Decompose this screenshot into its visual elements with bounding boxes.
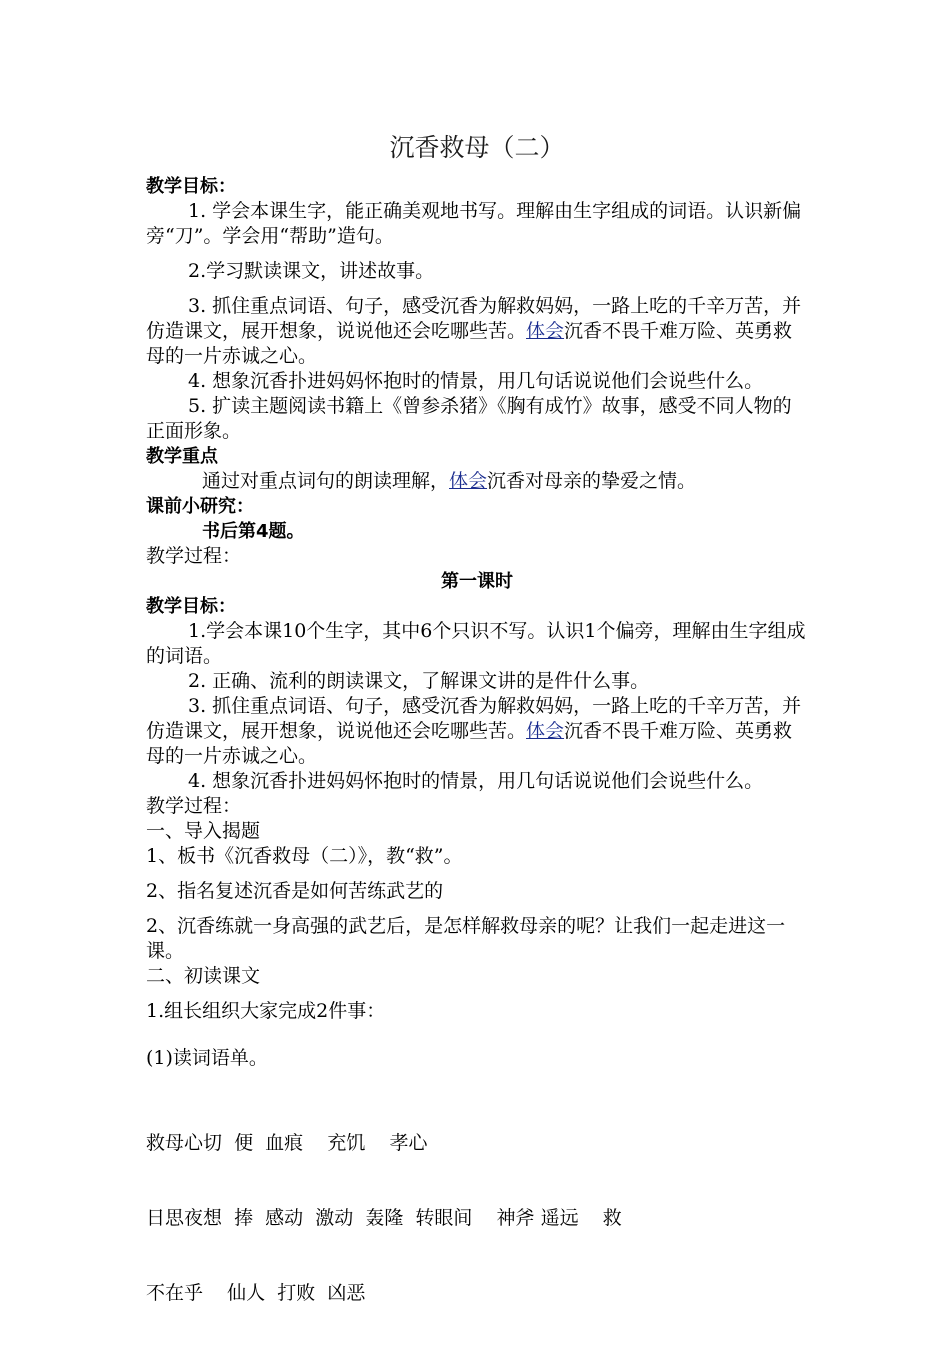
lesson-1-heading: 第一课时 (441, 571, 513, 592)
vocabulary-line: 日思夜想 捧 感动 激动 轰隆 转眼间 神斧 遥远 救 (146, 1207, 622, 1229)
goal-3-text-end: 沉香不畏千难万险、英勇救母的一片赤诚之心。 (146, 320, 793, 367)
goal-1: 1. 学会本课生字，能正确美观地书写。理解由生字组成的词语。认识新偏旁“刀”。学会用“帮助”造句。 (146, 200, 802, 247)
section-2-heading: 二、初读课文 (146, 965, 261, 987)
lesson-1-goal-4: 4. 想象沉香扑进妈妈怀抱时的情景，用几句话说说他们会说些什么。 (188, 770, 764, 792)
goal-4: 4. 想象沉香扑进妈妈怀抱时的情景，用几句话说说他们会说些什么。 (188, 370, 764, 392)
lesson-1-goal-3 (146, 694, 808, 769)
document-page (146, 128, 808, 1356)
lesson-1-goal-3-text-end: 沉香不畏千难万险、英勇救母的一片赤诚之心。 (146, 720, 793, 767)
step-1: 1、板书《沉香救母（二）》，教“救”。 (146, 845, 463, 867)
focus-heading: 教学重点 (146, 446, 218, 467)
focus-text-end: 沉香对母亲的挚爱之情。 (487, 470, 697, 492)
lesson-1-goal-1: 1.学会本课10个生字，其中6个只识不写。认识1个偏旁，理解由生字组成的词语。 (146, 620, 806, 667)
step-3: 2、沉香练就一身高强的武艺后，是怎样解救母亲的呢？让我们一起走进这一课。 (146, 915, 786, 962)
process-label: 教学过程： (146, 545, 242, 567)
step-2: 2、指名复述沉香是如何苦练武艺的 (146, 880, 444, 902)
lesson-1-goal-3-term-link[interactable]: 体会 (526, 720, 565, 742)
goals-heading: 教学目标： (146, 176, 236, 197)
goal-2: 2.学习默读课文，讲述故事。 (188, 260, 435, 282)
vocabulary-line: 救母心切 便 血痕 充饥 孝心 (146, 1132, 428, 1154)
research-heading: 课前小研究： (146, 496, 254, 517)
goal-3-text: 3. 抓住重点词语、句子，感受沉香为解救妈妈，一路上吃的千辛万苦，并仿造课文，展开想象，说说他还会吃哪些苦。 (146, 295, 802, 342)
lesson-1-goal-3-text: 3. 抓住重点词语、句子，感受沉香为解救妈妈，一路上吃的千辛万苦，并仿造课文，展开想象，说说他还会吃哪些苦。 (146, 695, 802, 742)
task-line: 1.组长组织大家完成2件事： (146, 1000, 386, 1022)
goal-3 (146, 294, 808, 369)
document-title: 沉香救母（二） (389, 133, 565, 162)
goal-5: 5. 扩读主题阅读书籍上《曾参杀猪》《胸有成竹》故事，感受不同人物的正面形象。 (146, 395, 792, 442)
vocabulary-line: 不在乎 仙人 打败 凶恶 (146, 1282, 366, 1304)
lesson-1-process-label: 教学过程： (146, 795, 242, 817)
lesson-1-goal-2: 2. 正确、流利的朗读课文，了解课文讲的是件什么事。 (188, 670, 650, 692)
focus-text-start: 通过对重点词句的朗读理解， (202, 470, 450, 492)
goal-3-term-link[interactable]: 体会 (526, 320, 565, 342)
focus-text (146, 469, 808, 494)
lesson-1-goals-heading: 教学目标： (146, 596, 236, 617)
focus-term-link[interactable]: 体会 (449, 470, 488, 492)
section-1-heading: 一、导入揭题 (146, 820, 261, 842)
subtask-line: (1)读词语单。 (146, 1047, 268, 1069)
vocabulary-list (146, 1081, 808, 1356)
research-text: 书后第4题。 (202, 521, 305, 542)
